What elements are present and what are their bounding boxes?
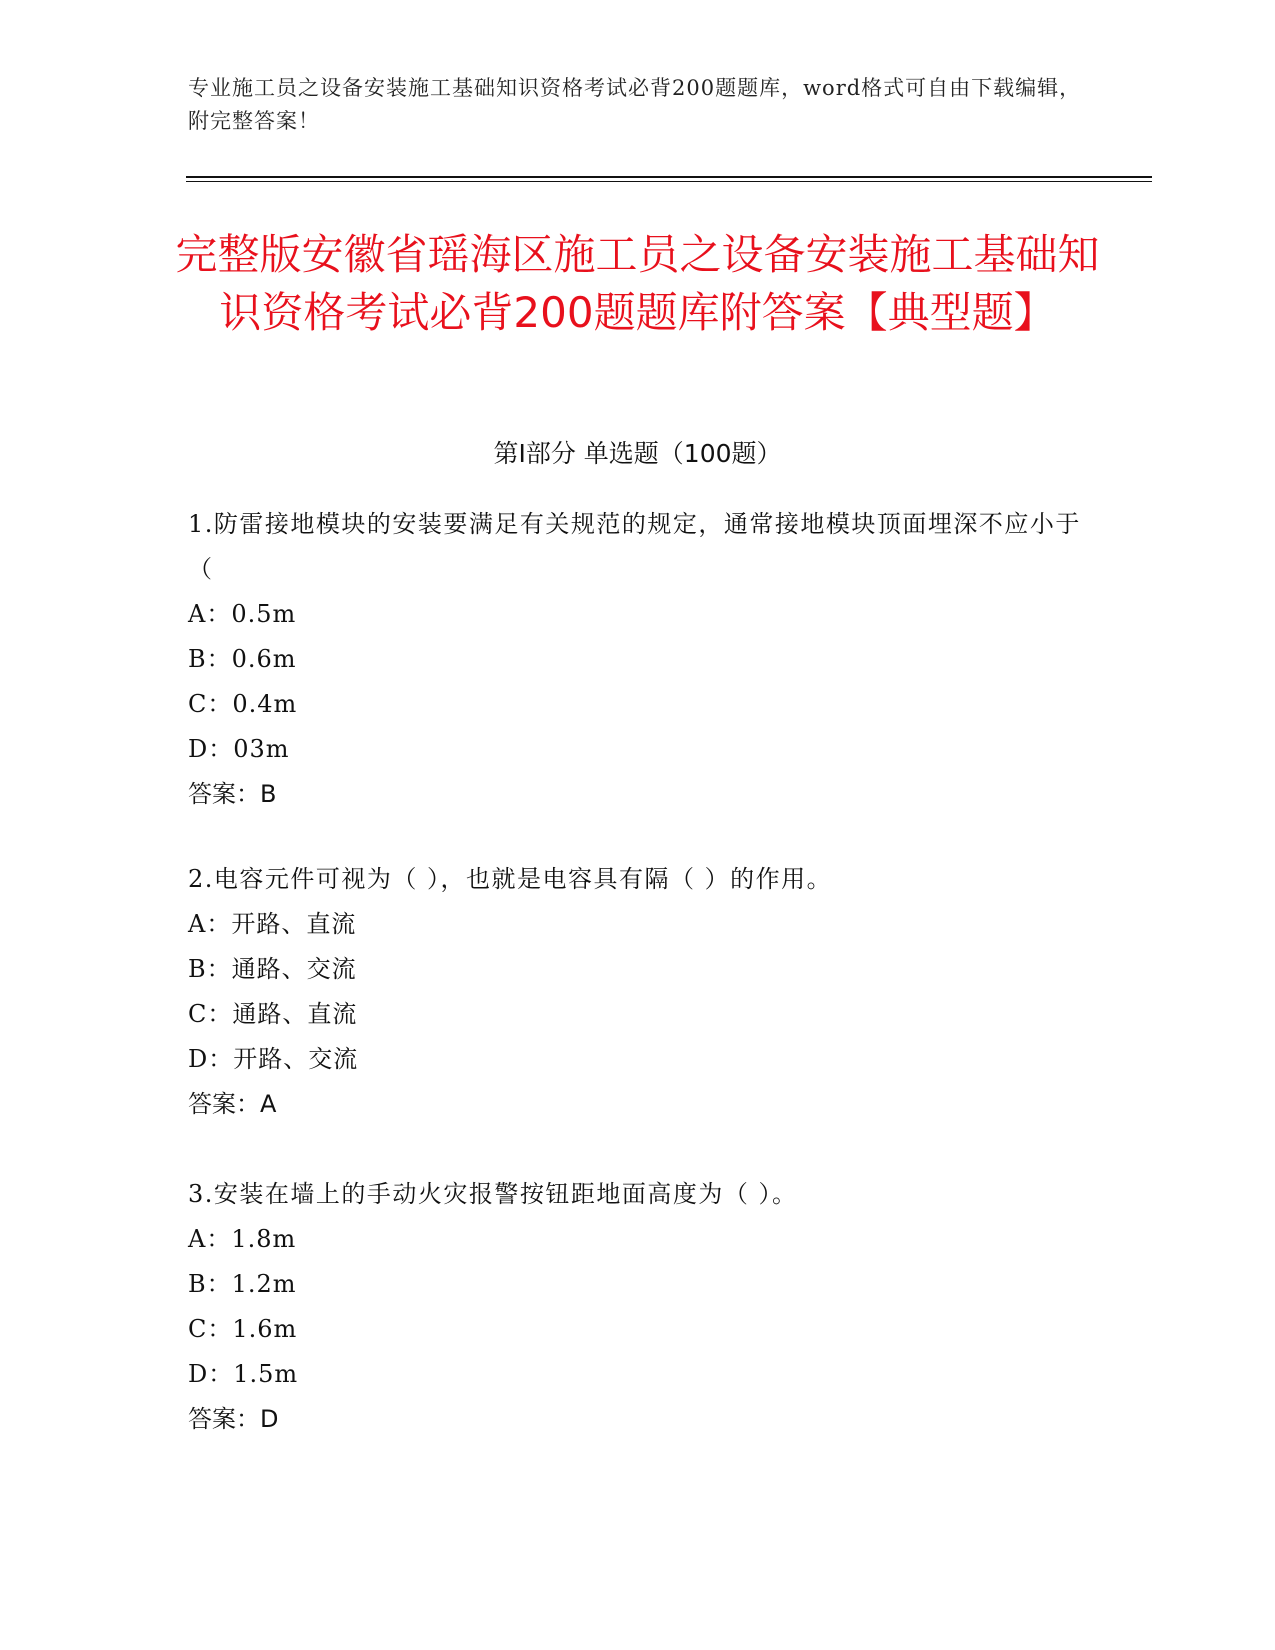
option-b: B：通路、交流 — [188, 955, 357, 983]
option-d: D：1.5m — [188, 1360, 299, 1388]
question-1 — [188, 502, 1088, 817]
question-stem: 1.防雷接地模块的安装要满足有关规范的规定，通常接地模块顶面埋深不应小于（ — [188, 510, 1081, 583]
option-c: C：0.4m — [188, 690, 298, 718]
option-c: C：1.6m — [188, 1315, 298, 1343]
option-d: D：03m — [188, 735, 290, 763]
section-title: 第Ⅰ部分 单选题（100题） — [493, 439, 782, 468]
option-b: B：1.2m — [188, 1270, 297, 1298]
option-d: D：开路、交流 — [188, 1045, 359, 1073]
question-2 — [188, 857, 1088, 1127]
option-a: A：0.5m — [188, 600, 297, 628]
answer: 答案：B — [188, 780, 277, 808]
question-stem: 3.安装在墙上的手动火灾报警按钮距地面高度为（ ）。 — [188, 1180, 798, 1208]
answer: 答案：D — [188, 1405, 279, 1433]
option-a: A：1.8m — [188, 1225, 297, 1253]
header-note: 专业施工员之设备安装施工基础知识资格考试必背200题题库，word格式可自由下载编辑，附完整答案！ — [188, 76, 1082, 133]
option-b: B：0.6m — [188, 645, 297, 673]
answer: 答案：A — [188, 1090, 277, 1118]
question-stem: 2.电容元件可视为（ ），也就是电容具有隔（ ）的作用。 — [188, 865, 833, 893]
option-a: A：开路、直流 — [188, 910, 357, 938]
document-title: 完整版安徽省瑶海区施工员之设备安装施工基础知识资格考试必背200题题库附答案【典型题】 — [175, 230, 1100, 337]
header-rule-thin — [186, 181, 1152, 182]
question-3 — [188, 1172, 1088, 1442]
header-rule-thick — [186, 176, 1152, 178]
option-c: C：通路、直流 — [188, 1000, 358, 1028]
